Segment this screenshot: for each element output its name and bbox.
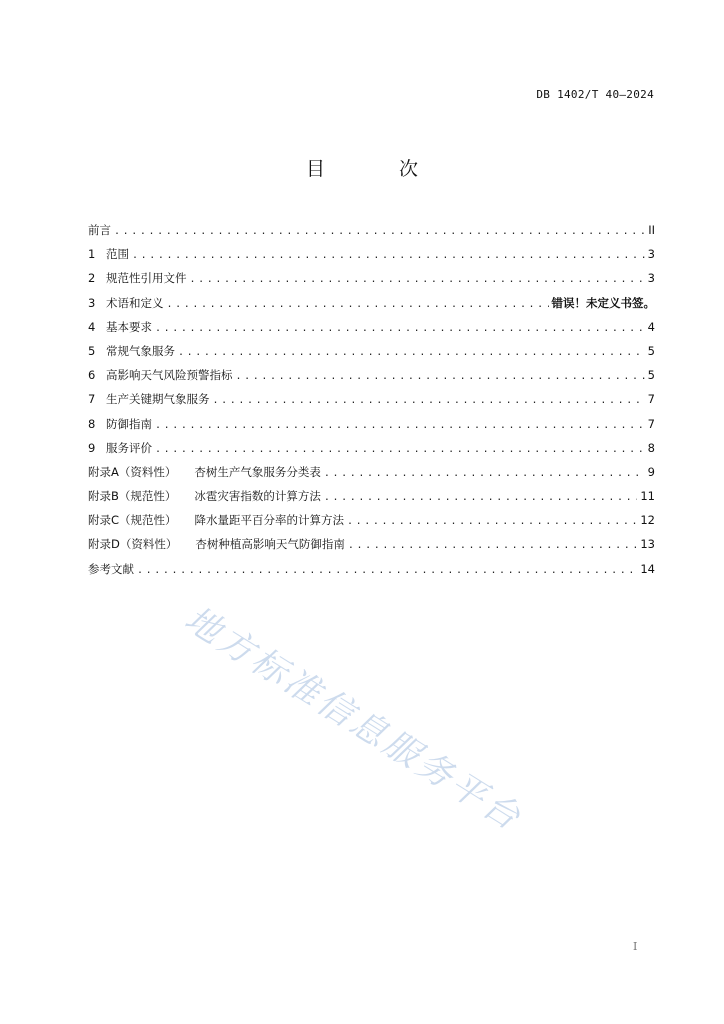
toc-leader-dots bbox=[155, 317, 645, 341]
toc-entry-appendix[interactable] bbox=[88, 508, 655, 532]
toc-appendix-tag: 附录C（规范性） bbox=[88, 513, 177, 528]
toc-entry[interactable] bbox=[88, 218, 655, 242]
toc-leader-dots bbox=[190, 268, 645, 292]
toc-entry[interactable] bbox=[88, 557, 655, 581]
toc-entry-label: 杏树生产气象服务分类表 bbox=[194, 464, 321, 479]
document-code: DB 1402/T 40—2024 bbox=[536, 88, 654, 101]
toc-entry-page: 5 bbox=[647, 368, 655, 383]
toc-entry-page: 3 bbox=[647, 247, 655, 262]
toc-entry-label: 杏树种植高影响天气防御指南 bbox=[195, 537, 345, 552]
toc-leader-dots bbox=[324, 462, 645, 486]
toc-leader-dots bbox=[132, 244, 645, 268]
toc-entry[interactable] bbox=[88, 339, 655, 363]
toc-leader-dots bbox=[348, 534, 638, 558]
toc-leader-dots bbox=[178, 341, 645, 365]
toc-leader-dots bbox=[137, 559, 637, 583]
toc-entry[interactable] bbox=[88, 266, 655, 290]
toc-entry-page: 3 bbox=[647, 271, 655, 286]
toc-entry[interactable] bbox=[88, 412, 655, 436]
toc-entry-appendix[interactable] bbox=[88, 532, 655, 556]
toc-entry-label: 防御指南 bbox=[106, 416, 152, 431]
toc-entry-label: 基本要求 bbox=[106, 319, 152, 334]
toc-entry[interactable] bbox=[88, 387, 655, 411]
toc-entry-label: 生产关键期气象服务 bbox=[106, 392, 210, 407]
toc-leader-dots bbox=[155, 414, 645, 438]
toc-entry-number: 3 bbox=[88, 295, 96, 310]
toc-leader-dots bbox=[236, 365, 645, 389]
toc-entry-page: 7 bbox=[647, 392, 655, 407]
toc-entry-number: 7 bbox=[88, 392, 96, 407]
toc-entry-label: 常规气象服务 bbox=[106, 343, 175, 358]
toc-entry-label: 高影响天气风险预警指标 bbox=[106, 368, 233, 383]
toc-entry[interactable] bbox=[88, 363, 655, 387]
toc-entry-page: 4 bbox=[647, 319, 655, 334]
toc-entry-number: 2 bbox=[88, 271, 96, 286]
toc-entry-label: 服务评价 bbox=[106, 440, 152, 455]
watermark: 地方标准信息服务平台 bbox=[177, 599, 530, 840]
toc-leader-dots bbox=[213, 389, 645, 413]
page-number: I bbox=[633, 940, 638, 953]
toc-entry-number: 5 bbox=[88, 343, 96, 358]
page-title: 目 次 bbox=[305, 158, 453, 180]
toc-entry-page: 14 bbox=[640, 561, 655, 576]
toc-entry-label: 前言 bbox=[88, 223, 111, 237]
toc-leader-dots bbox=[167, 293, 549, 317]
toc-leader-dots bbox=[324, 486, 637, 510]
toc-entry[interactable] bbox=[88, 242, 655, 266]
toc-appendix-tag: 附录A（资料性） bbox=[88, 464, 177, 479]
toc-entry-page: 13 bbox=[640, 537, 655, 552]
toc-entry[interactable] bbox=[88, 436, 655, 460]
table-of-contents bbox=[88, 218, 655, 581]
toc-entry-page-error: 错误！未定义书签。 bbox=[551, 295, 655, 310]
toc-entry-label: 降水量距平百分率的计算方法 bbox=[194, 513, 345, 528]
toc-leader-dots bbox=[347, 510, 637, 534]
toc-entry-page: 9 bbox=[647, 464, 655, 479]
toc-appendix-tag: 附录D（资料性） bbox=[88, 537, 178, 552]
toc-entry[interactable] bbox=[88, 315, 655, 339]
toc-entry-page: 12 bbox=[640, 513, 655, 528]
toc-entry-number: 8 bbox=[88, 416, 96, 431]
toc-leader-dots bbox=[155, 438, 645, 462]
toc-entry-label: 参考文献 bbox=[88, 561, 134, 576]
toc-leader-dots bbox=[114, 220, 645, 244]
toc-entry-label: 冰雹灾害指数的计算方法 bbox=[194, 489, 321, 504]
toc-appendix-tag: 附录B（规范性） bbox=[88, 489, 177, 504]
toc-entry-label: 术语和定义 bbox=[106, 295, 164, 310]
toc-entry-number: 1 bbox=[88, 247, 96, 262]
toc-entry-page: II bbox=[648, 223, 655, 237]
toc-entry-appendix[interactable] bbox=[88, 460, 655, 484]
toc-entry-page: 11 bbox=[640, 489, 655, 504]
toc-entry-number: 6 bbox=[88, 368, 96, 383]
toc-entry-appendix[interactable] bbox=[88, 484, 655, 508]
toc-entry-page: 7 bbox=[647, 416, 655, 431]
toc-entry-page: 8 bbox=[647, 440, 655, 455]
toc-entry-label: 规范性引用文件 bbox=[106, 271, 187, 286]
toc-entry-number: 9 bbox=[88, 440, 96, 455]
toc-entry-number: 4 bbox=[88, 319, 96, 334]
toc-entry-label: 范围 bbox=[106, 247, 129, 262]
toc-entry[interactable] bbox=[88, 291, 655, 315]
toc-entry-page: 5 bbox=[647, 343, 655, 358]
